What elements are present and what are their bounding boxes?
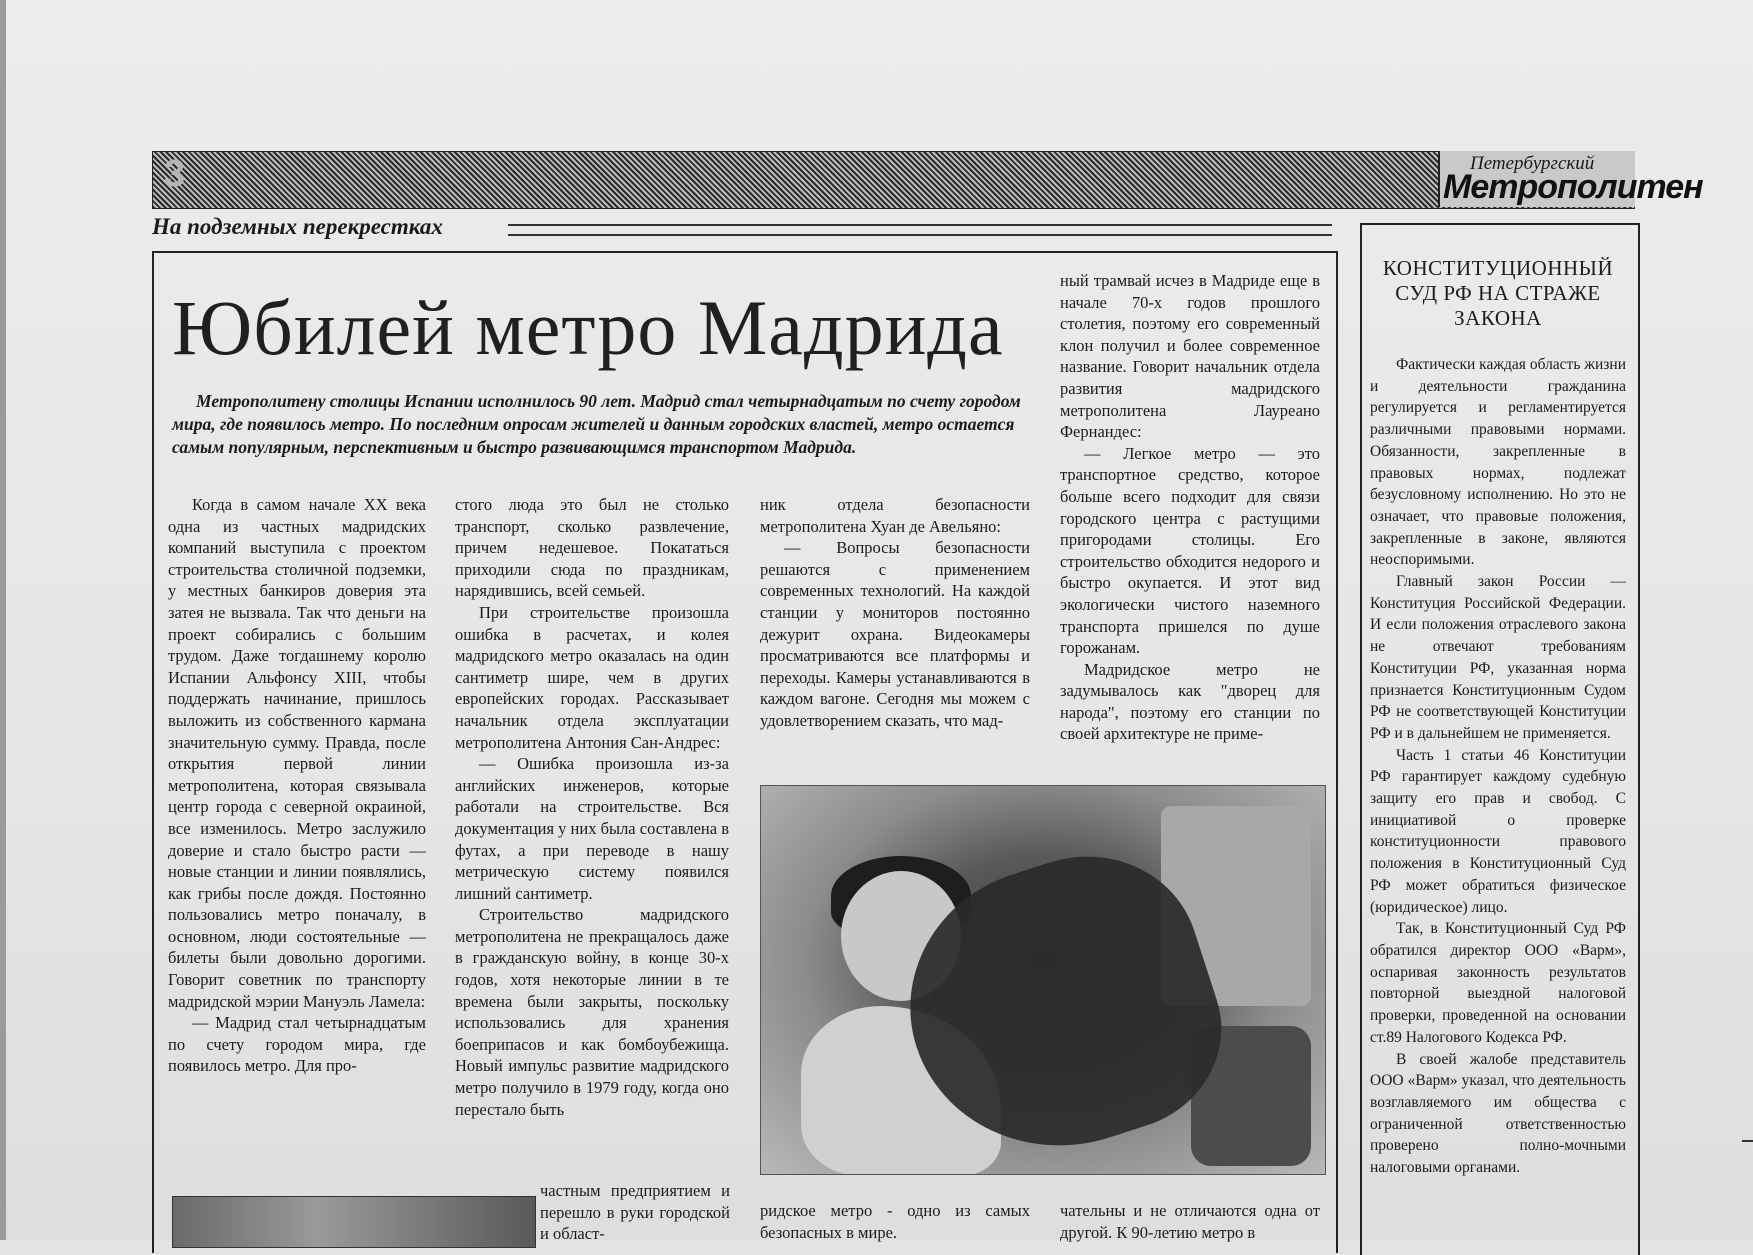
section-rubric: На подземных перекрестках — [152, 214, 443, 239]
paragraph: Часть 1 статьи 46 Конституции РФ гарантирует каждому судебную защиту его прав и свобод. С инициативой о проверке конституционности правового положения в Конституционный Суд РФ может обратиться физическое (юридическое) лицо. — [1370, 746, 1626, 916]
paragraph: чательны и не отличаются одна от другой. К 90-летию метро в — [1060, 1201, 1320, 1242]
article-column-1 — [168, 494, 426, 1077]
article-column-2-bottom — [540, 1180, 730, 1245]
paragraph: стого люда это был не столько транспорт, сколько развлечение, причем недешевое. Покататься приходили сюда по праздникам, нарядившись, всей семьей. — [455, 495, 729, 601]
paragraph: ный трамвай исчез в Мадриде еще в начале 70-х годов прошлого столетия, поэтому его современный клон получил и более современное название. Говорит начальник отдела развития мадридского метрополитена Лауреано Фернандес: — [1060, 271, 1320, 442]
secondary-photo — [172, 1196, 536, 1248]
article-column-4-bottom — [1060, 1200, 1320, 1243]
paragraph: — Вопросы безопасности решаются с применением современных технологий. На каждой станции у мониторов постоянно дежурит охрана. Видеокамеры просматриваются все платформы и переходы. Камеры устанавливаются в каждом вагоне. Сегодня мы можем с удовлетворением сказать, что мад- — [760, 538, 1030, 730]
article-column-4 — [1060, 270, 1320, 745]
article-column-3 — [760, 494, 1030, 732]
page-fold-shadow — [0, 0, 6, 1240]
paragraph: ник отдела безопасности метрополитена Хуан де Авельяно: — [760, 495, 1030, 536]
article-photo — [760, 785, 1326, 1175]
margin-tick — [1742, 1140, 1753, 1142]
paragraph: При строительстве произошла ошибка в расчетах, и колея мадридского метро оказалась на один сантиметр шире, чем в других европейских городах. Рассказывает начальник отдела эксплуатации метрополитена Антония Сан-Андрес: — [455, 602, 729, 752]
page-number: 3 — [164, 153, 186, 195]
sidebar-title: КОНСТИТУЦИОННЫЙ СУД РФ НА СТРАЖЕ ЗАКОНА — [1382, 256, 1614, 330]
article-lead: Метрополитену столицы Испании исполнилось 90 лет. Мадрид стал четырнадцатым по счету городом мира, где появилось метро. По последним опросам жителей и данным городских властей, метро остается самым популярным, перспективным и быстро развивающимся транспортом Мадрида. — [172, 391, 1021, 457]
paragraph: — Легкое метро — это транспортное средство, которое больше всего подходит для связи городского центра с растущими пригородами столицы. Его строительство обходится недорого и быстро окупается. И этот вид экологически чистого наземного транспорта пришелся по душе горожанам. — [1060, 443, 1320, 658]
rubric-rule — [508, 224, 1332, 236]
paragraph: Главный закон России — Конституция Российской Федерации. И если положения отраслевого закона не отвечают требованиям Конституции РФ, указанная норма признается Конституционным Судом РФ не соответствующей Конституции РФ и в дальнейшем не применяется. — [1370, 573, 1626, 742]
header-band — [152, 151, 1635, 209]
paragraph: Строительство мадридского метрополитена не прекращалось даже в гражданскую войну, в конце 30-х годов, хотя некоторые линии в те времена были закрыты, поскольку использовались для хранения боеприпасов и как бомбоубежища. Новый импульс развитие мадридского метро получило в 1979 году, когда оно перестало быть — [455, 905, 729, 1119]
paragraph: — Ошибка произошла из-за английских инженеров, которые работали на строительстве. Вся документация у них была составлена в футах, а при переводе в нашу метрическую систему появился лишний сантиметр. — [455, 754, 729, 903]
paragraph: ридское метро - одно из самых безопасных в мире. — [760, 1201, 1030, 1242]
sidebar-body — [1370, 354, 1626, 1179]
paragraph: Когда в самом начале XX века одна из частных мадридских компаний выступила с проектом строительства столичной подземки, у местных банкиров доверия эта затея не вызвала. Так что деньги на проект собирались с большим трудом. Даже тогдашнему королю Испании Альфонсу XIII, чтобы поддержать начинание, пришлось выложить из собственного кармана значительную сумму. Правда, после открытия первой линии метрополитена, которая связывала центр города с северной окраиной, все изменилось. Метро заслужило доверие и стало быстро расти — новые станции и линии появлялись, как грибы после дождя. Постоянно пользовались метро поначалу, в основном, люди состоятельные — билеты были довольно дорогими. Говорит советник по транспорту мадридской мэрии Мануэль Ламела: — [168, 495, 426, 1011]
paragraph: В своей жалобе представитель ООО «Варм» указал, что деятельность возглавляемого им общества с ограниченной ответственностью проверено полно-мочными налоговыми органами. — [1370, 1050, 1626, 1177]
paragraph: — Мадрид стал четырнадцатым по счету городом мира, где появилось метро. Для про- — [168, 1013, 426, 1076]
article-headline: Юбилей метро Мадрида — [172, 284, 1004, 371]
article-column-2 — [455, 494, 729, 1120]
paragraph: Фактически каждая область жизни и деятельности гражданина регулируется и регламентируется различными правовыми нормами. Обязанности, закрепленные в правовых нормах, подлежат безусловному исполнению. Но это не означает, что правовые положения, закрепленные в законе, являются неоспоримыми. — [1370, 356, 1626, 569]
article-column-3-bottom — [760, 1200, 1030, 1243]
logo-title: Метрополитен — [1443, 168, 1703, 206]
paragraph: частным предприятием и перешло в руки городской и област- — [540, 1181, 730, 1244]
logo-subtitle: Петербургский — [1470, 153, 1595, 174]
paragraph: Так, в Конституционный Суд РФ обратился директор ООО «Варм», оспаривая законность результатов повторной выездной налоговой проверки, проведенной на основании ст.89 Налогового Кодекса РФ. — [1370, 920, 1626, 1046]
paragraph: Мадридское метро не задумывалось как "дворец для народа", поэтому его станции по своей архитектуре не приме- — [1060, 659, 1320, 744]
